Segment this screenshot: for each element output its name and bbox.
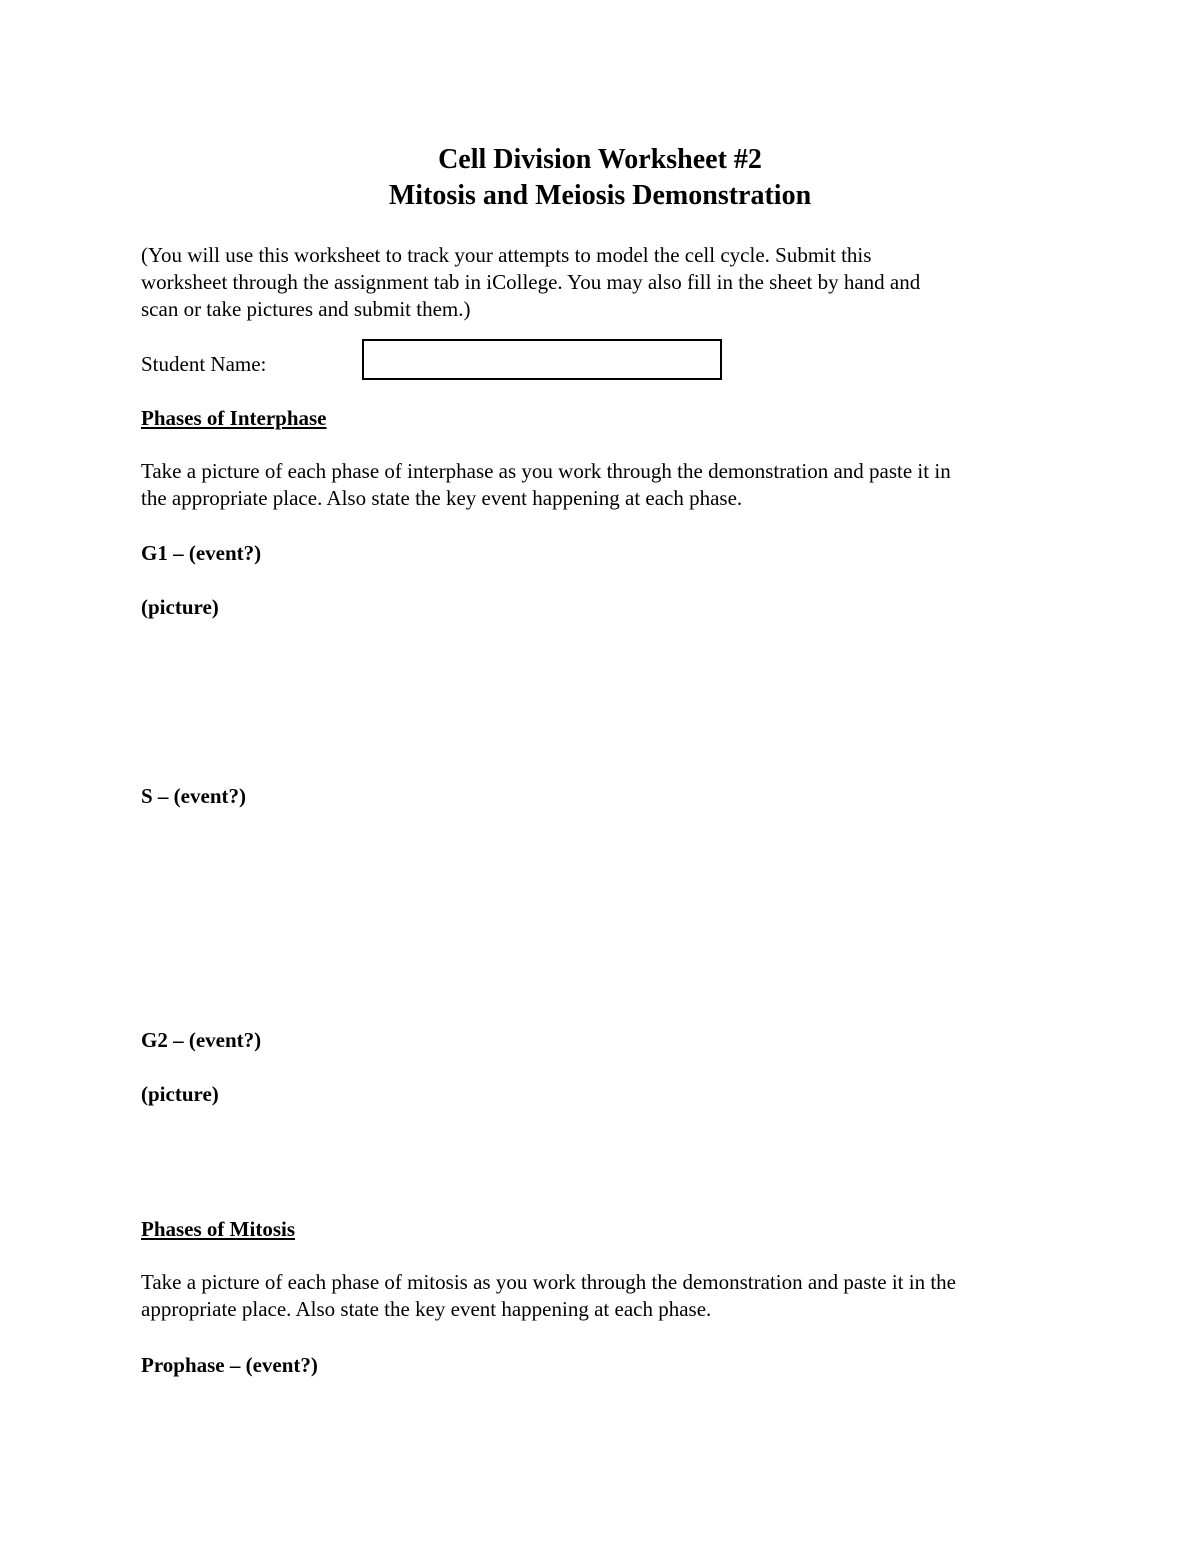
s-event-label: S – (event?)	[141, 784, 246, 808]
interphase-instructions-line-1: Take a picture of each phase of interphase as you work through the demonstration and paste it in	[141, 459, 951, 483]
mitosis-heading: Phases of Mitosis	[141, 1217, 295, 1241]
mitosis-instructions-line-2: appropriate place. Also state the key event happening at each phase.	[141, 1297, 712, 1321]
mitosis-instructions-line-1: Take a picture of each phase of mitosis as you work through the demonstration and paste it in the	[141, 1270, 956, 1294]
student-name-label: Student Name:	[141, 352, 267, 376]
student-name-field[interactable]	[362, 339, 722, 380]
interphase-instructions-line-2: the appropriate place. Also state the key event happening at each phase.	[141, 486, 743, 510]
prophase-event-label: Prophase – (event?)	[141, 1353, 318, 1377]
worksheet-title: Cell Division Worksheet #2	[438, 144, 762, 175]
g1-picture-placeholder: (picture)	[141, 595, 219, 619]
interphase-heading: Phases of Interphase	[141, 406, 327, 430]
intro-line-1: (You will use this worksheet to track your attempts to model the cell cycle. Submit this	[141, 243, 872, 267]
intro-line-2: worksheet through the assignment tab in iCollege. You may also fill in the sheet by hand and	[141, 270, 921, 294]
worksheet-subtitle: Mitosis and Meiosis Demonstration	[388, 180, 812, 211]
g1-event-label: G1 – (event?)	[141, 541, 262, 565]
g2-picture-placeholder: (picture)	[141, 1082, 219, 1106]
g2-event-label: G2 – (event?)	[141, 1028, 262, 1052]
intro-line-3: scan or take pictures and submit them.)	[141, 297, 471, 321]
